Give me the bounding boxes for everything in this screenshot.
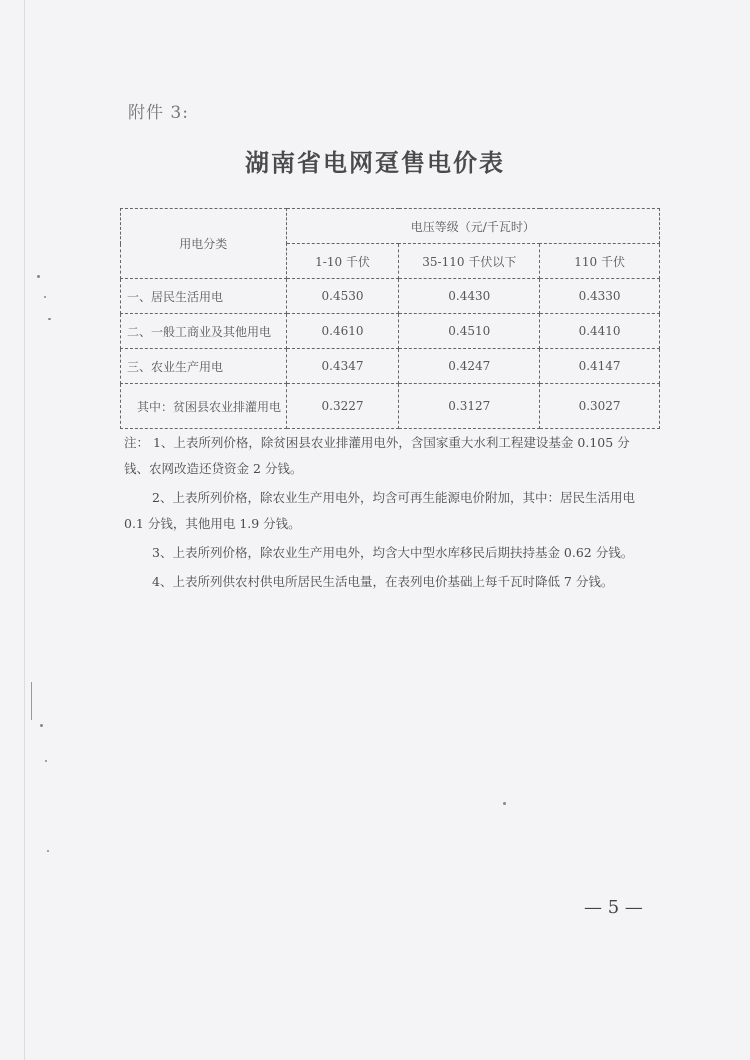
scan-speck <box>37 275 40 278</box>
row-category: 一、居民生活用电 <box>121 279 287 314</box>
note-4: 4、上表所列供农村供电所居民生活电量，在表列电价基础上每千瓦时降低 7 分钱。 <box>152 574 614 589</box>
price-cell: 0.4347 <box>286 349 399 384</box>
price-table <box>120 208 660 429</box>
scan-speck <box>48 318 51 320</box>
note-1: 注： 1、上表所列价格，除贫困县农业排灌用电外，含国家重大水利工程建设基金 0.105 分钱、农网改造还贷资金 2 分钱。 <box>124 435 630 476</box>
price-cell: 0.4247 <box>399 349 540 384</box>
voltage-level: 35-110 千伏以下 <box>399 244 540 279</box>
price-cell: 0.4510 <box>399 314 540 349</box>
category-header: 用电分类 <box>121 209 287 279</box>
price-cell: 0.4430 <box>399 279 540 314</box>
scan-speck <box>503 802 506 805</box>
row-category: 三、农业生产用电 <box>121 349 287 384</box>
page-number: — 5 — <box>584 897 643 918</box>
price-cell: 0.4610 <box>286 314 399 349</box>
scan-speck <box>40 724 43 727</box>
table-row <box>121 314 660 349</box>
voltage-level: 1-10 千伏 <box>286 244 399 279</box>
row-category: 二、一般工商业及其他用电 <box>121 314 287 349</box>
price-cell: 0.4530 <box>286 279 399 314</box>
document-title: 湖南省电网趸售电价表 <box>245 148 505 177</box>
scan-artifact <box>31 682 32 720</box>
price-cell: 0.4410 <box>540 314 660 349</box>
table-row <box>121 349 660 384</box>
voltage-level: 110 千伏 <box>540 244 660 279</box>
price-cell: 0.4330 <box>540 279 660 314</box>
table-row <box>121 384 660 429</box>
table-row <box>121 279 660 314</box>
scan-speck <box>47 850 49 852</box>
voltage-header: 电压等级（元/千瓦时） <box>286 209 659 244</box>
row-category: 其中：贫困县农业排灌用电 <box>121 384 287 429</box>
scan-speck <box>45 760 47 762</box>
note-2: 2、上表所列价格，除农业生产用电外，均含可再生能源电价附加，其中：居民生活用电 0.1 分钱，其他用电 1.9 分钱。 <box>124 490 635 531</box>
note-3: 3、上表所列价格，除农业生产用电外，均含大中型水库移民后期扶持基金 0.62 分钱。 <box>152 545 634 560</box>
price-cell: 0.3127 <box>399 384 540 429</box>
table-header-row <box>121 209 660 244</box>
price-cell: 0.3227 <box>286 384 399 429</box>
price-cell: 0.4147 <box>540 349 660 384</box>
attachment-label: 附件 3: <box>128 103 189 123</box>
notes-section <box>124 430 644 598</box>
price-cell: 0.3027 <box>540 384 660 429</box>
scan-speck <box>44 296 46 298</box>
